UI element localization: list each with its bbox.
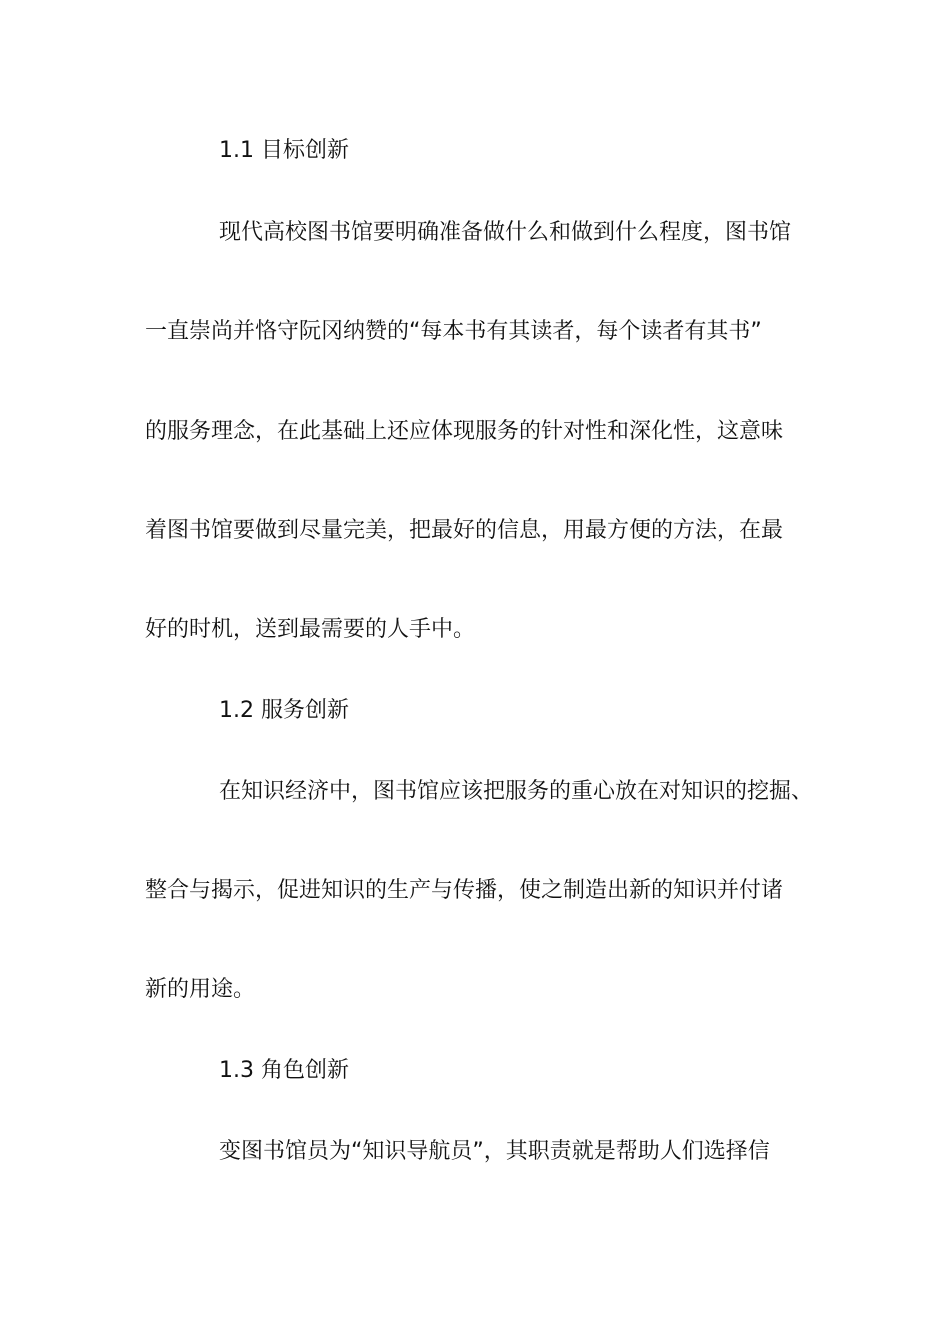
- paragraph-line: 现代高校图书馆要明确准备做什么和做到什么程度，图书馆: [219, 220, 792, 245]
- paragraph-line: 着图书馆要做到尽量完美，把最好的信息，用最方便的方法，在最: [145, 518, 784, 543]
- paragraph-line: 一直崇尚并恪守阮冈纳赞的“每本书有其读者，每个读者有其书”: [145, 319, 762, 344]
- paragraph-line: 变图书馆员为“知识导航员”，其职责就是帮助人们选择信: [219, 1139, 770, 1164]
- section-heading-1-3: 1.3 角色创新: [219, 1058, 349, 1083]
- paragraph-line: 在知识经济中，图书馆应该把服务的重心放在对知识的挖掘、: [219, 779, 814, 804]
- section-heading-1-2: 1.2 服务创新: [219, 698, 349, 723]
- paragraph-line: 好的时机，送到最需要的人手中。: [145, 617, 476, 642]
- paragraph-line: 新的用途。: [145, 977, 256, 1002]
- paragraph-line: 的服务理念，在此基础上还应体现服务的针对性和深化性，这意味: [145, 419, 784, 444]
- paragraph-line: 整合与揭示，促进知识的生产与传播，使之制造出新的知识并付诸: [145, 878, 784, 903]
- section-heading-1-1: 1.1 目标创新: [219, 138, 349, 163]
